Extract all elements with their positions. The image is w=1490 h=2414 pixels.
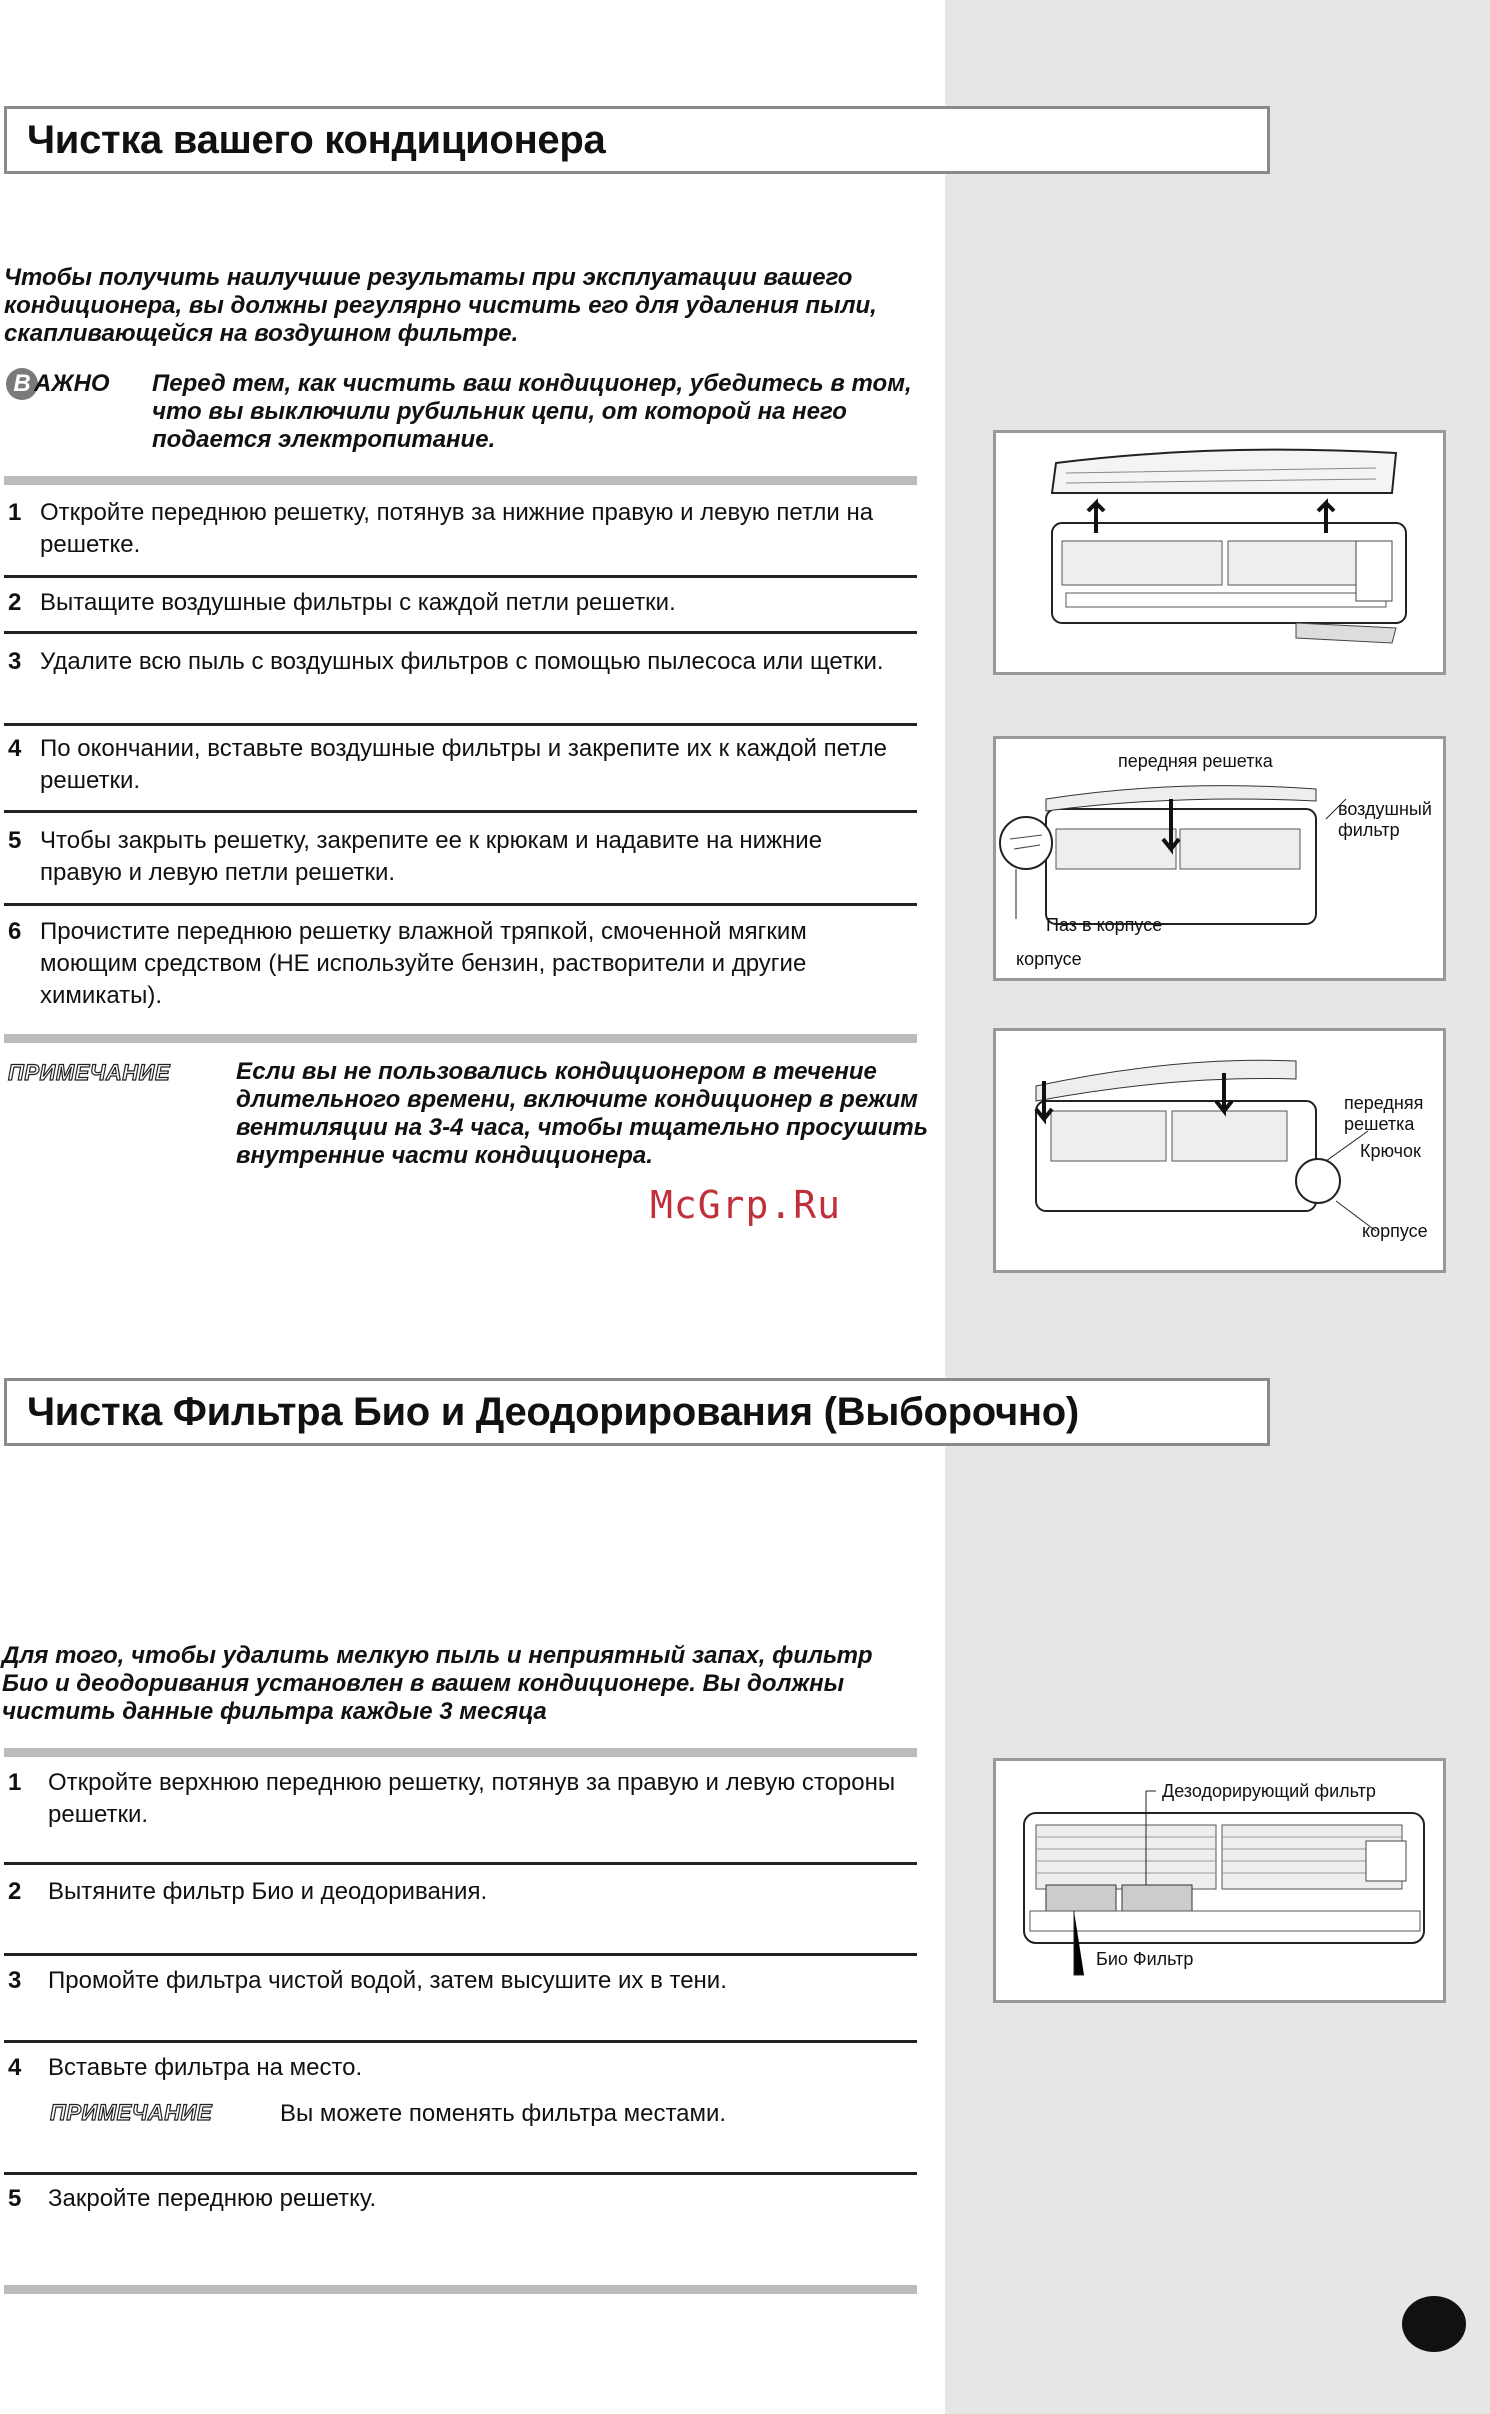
divider xyxy=(4,476,917,485)
step-text: Вытяните фильтр Био и деодоривания. xyxy=(48,1878,488,1905)
step-text: Чтобы закрыть решетку, закрепите ее к крюкам и надавите на нижние правую и левую петли решетки. xyxy=(40,827,823,886)
label-body: корпусе xyxy=(1016,949,1082,969)
important-badge: В xyxy=(6,368,38,400)
step-number: 1 xyxy=(8,499,22,526)
filter-removal-illustration xyxy=(996,739,1443,978)
step-text: Прочистите переднюю решетку влажной тряпкой, смоченной мягким моющим средством (НЕ используйте бензин, растворители и другие химикаты). xyxy=(40,918,807,1009)
step-text: Вставьте фильтра на место. xyxy=(48,2054,363,2081)
figure-close-grille xyxy=(993,1028,1446,1273)
divider xyxy=(4,1034,917,1043)
divider xyxy=(4,723,917,726)
divider xyxy=(4,810,917,813)
step-text: Откройте переднюю решетку, потянув за нижние правую и левую петли на решетке. xyxy=(40,499,874,558)
figure-open-grille xyxy=(993,430,1446,675)
divider xyxy=(4,2040,917,2043)
step-number: 3 xyxy=(8,648,22,675)
air-conditioner-illustration xyxy=(996,433,1443,672)
divider xyxy=(4,903,917,906)
step-text: Откройте верхнюю переднюю решетку, потянув за правую и левую стороны решетки. xyxy=(48,1769,896,1828)
label-slot: Паз в корпусе xyxy=(1046,915,1163,935)
label-front-grille: передняя решетка xyxy=(1344,1093,1424,1134)
step-number: 5 xyxy=(8,2185,22,2212)
label-air-filter: воздушный фильтр xyxy=(1338,799,1432,840)
step-1 xyxy=(4,497,904,561)
note-text-content: Вы можете поменять фильтра местами. xyxy=(280,2100,727,2127)
divider xyxy=(4,575,917,578)
step-1 xyxy=(4,1767,904,1831)
note-text xyxy=(280,2098,880,2130)
label-deodorizing-filter: Дезодорирующий фильтр xyxy=(1162,1781,1376,1801)
step-text: По окончании, вставьте воздушные фильтры и закрепите их к каждой петле решетки. xyxy=(40,735,887,794)
section2-title: Чистка Фильтра Био и Деодорирования (Выборочно) xyxy=(4,1378,1270,1446)
figure-bio-filters xyxy=(993,1758,1446,2003)
important-label-text: АЖНО xyxy=(34,370,110,397)
label-front-grille: передняя решетка xyxy=(1118,751,1273,771)
divider xyxy=(4,1953,917,1956)
step-text: Промойте фильтра чистой водой, затем высушите их в тени. xyxy=(48,1967,727,1994)
step-text: Вытащите воздушные фильтры с каждой петли решетки. xyxy=(40,589,676,616)
divider xyxy=(4,1748,917,1757)
label-body: корпусе xyxy=(1362,1221,1428,1241)
step-text: Удалите всю пыль с воздушных фильтров с помощью пылесоса или щетки. xyxy=(40,648,884,675)
divider xyxy=(4,2172,917,2175)
step-number: 6 xyxy=(8,918,22,945)
important-text: Перед тем, как чистить ваш кондиционер, убедитесь в том, что вы выключили рубильник цепи, от которой на него подается электропитание. xyxy=(152,370,912,453)
section1-title: Чистка вашего кондиционера xyxy=(4,106,1270,174)
note-label: ПРИМЕЧАНИЕ xyxy=(8,1060,171,1085)
label-bio-filter: Био Фильтр xyxy=(1096,1949,1194,1969)
step-number: 2 xyxy=(8,589,22,616)
divider xyxy=(4,1862,917,1865)
step-number: 4 xyxy=(8,735,22,762)
figure-remove-filter xyxy=(993,736,1446,981)
note-label: ПРИМЕЧАНИЕ xyxy=(50,2100,213,2125)
divider xyxy=(4,631,917,634)
watermark: McGrp.Ru xyxy=(650,1183,842,1227)
page-number-marker xyxy=(1402,2296,1466,2352)
step-number: 1 xyxy=(8,1769,22,1796)
important-label xyxy=(6,368,110,400)
step-number: 3 xyxy=(8,1967,22,1994)
note-text: Если вы не пользовались кондиционером в течение длительного времени, включите кондиционер в режим вентиляции на 3-4 часа, чтобы тщательно просушить внутренние части кондиционера. xyxy=(236,1058,928,1169)
step-number: 2 xyxy=(8,1878,22,1905)
step-text: Закройте переднюю решетку. xyxy=(48,2185,377,2212)
label-hook: Крючок xyxy=(1360,1141,1421,1161)
section2-intro: Для того, чтобы удалить мелкую пыль и неприятный запах, фильтр Био и деодоривания установлен в вашем кондиционере. Вы должны чистить данные фильтра каждые 3 месяца xyxy=(2,1642,873,1725)
divider xyxy=(4,2285,917,2294)
step-number: 4 xyxy=(8,2054,22,2081)
section1-intro: Чтобы получить наилучшие результаты при эксплуатации вашего кондиционера, вы должны регулярно чистить его для удаления пыли, скапливающейся на воздушном фильтре. xyxy=(4,264,877,347)
step-number: 5 xyxy=(8,827,22,854)
